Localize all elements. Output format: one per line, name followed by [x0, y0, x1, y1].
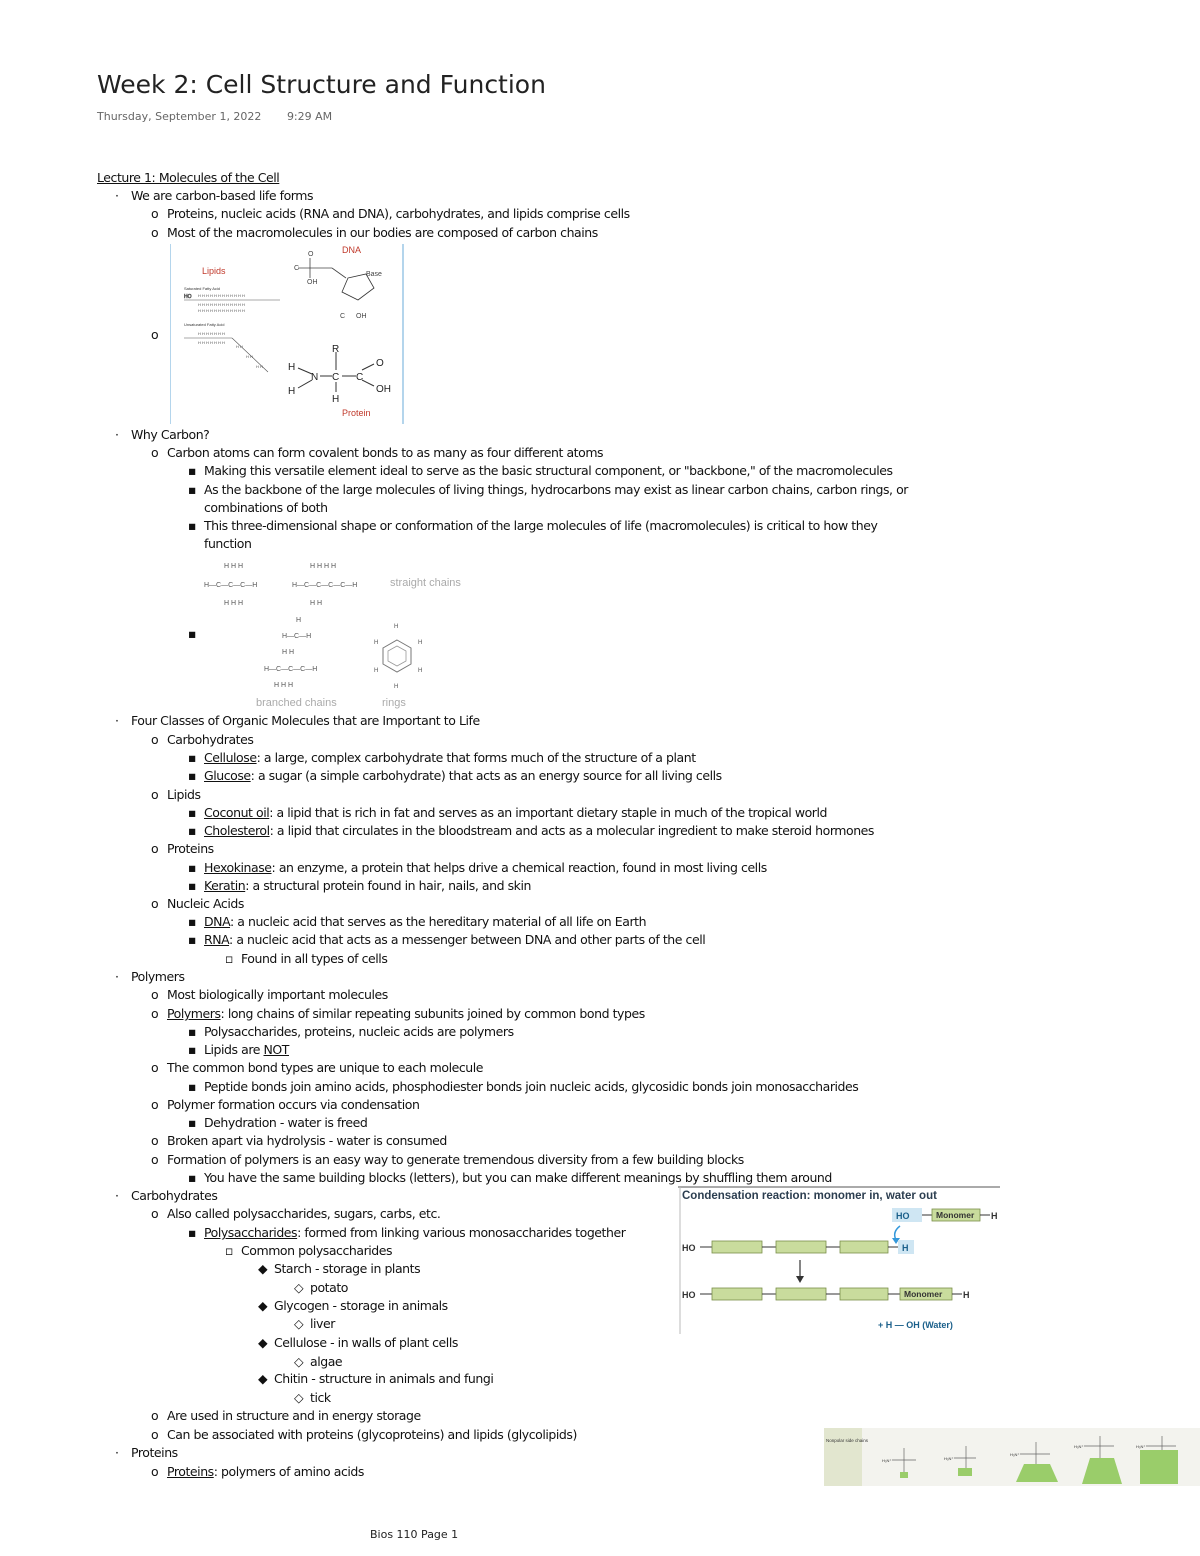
- note-line: ▪ As the backbone of the large molecules of living things, hydrocarbons may exist as linear carbon chains, carbon rings, or: [188, 482, 908, 497]
- note-line: o Proteins: [151, 841, 214, 856]
- note-line: ▪ DNA: a nucleic acid that serves as the hereditary material of all life on Earth: [188, 914, 647, 929]
- ho-label: HO: [682, 1243, 696, 1253]
- svg-text:H—C—H: H—C—H: [282, 633, 312, 640]
- note-line: o The common bond types are unique to each molecule: [151, 1060, 484, 1075]
- side-chains-label: Nonpolar side chains: [826, 1438, 869, 1443]
- note-line: o Proteins: polymers of amino acids: [151, 1464, 364, 1479]
- svg-text:H₃N⁺: H₃N⁺: [882, 1458, 892, 1463]
- svg-text:H H H: H H H: [274, 682, 294, 689]
- svg-text:HO: HO: [184, 294, 192, 300]
- note-line: o Also called polysaccharides, sugars, carbs, etc.: [151, 1206, 441, 1221]
- svg-text:H H H H H H H: H H H H H H H: [198, 340, 225, 345]
- note-line: ◇ potato: [294, 1280, 348, 1295]
- branched-chains-label: branched chains: [256, 697, 337, 709]
- svg-text:H H H: H H H: [224, 563, 244, 570]
- svg-text:H: H: [288, 362, 296, 373]
- svg-text:H H H: H H H: [224, 600, 244, 607]
- svg-text:H: H: [418, 640, 423, 646]
- dna-oh-label: OH: [356, 313, 367, 320]
- page-footer: Bios 110 Page 1: [370, 1528, 459, 1541]
- note-line: ◆ Chitin - structure in animals and fungi: [258, 1371, 494, 1386]
- macromolecule-figure: [170, 240, 406, 426]
- note-line: ▫ Found in all types of cells: [225, 951, 388, 966]
- svg-text:H: H: [374, 668, 379, 674]
- base-label: Base: [366, 271, 382, 278]
- note-line: o: [151, 327, 159, 342]
- note-line: ▪ Peptide bonds join amino acids, phosphodiester bonds join nucleic acids, glycosidic bonds join monosaccharides: [188, 1079, 859, 1094]
- note-line: ▪ Polysaccharides, proteins, nucleic acids are polymers: [188, 1024, 514, 1039]
- svg-text:H: H: [394, 684, 399, 690]
- svg-text:H: H: [418, 668, 423, 674]
- note-line: o Polymer formation occurs via condensation: [151, 1097, 420, 1112]
- note-line: ▪ This three-dimensional shape or conformation of the large molecules of life (macromolecules) is critical to how they: [188, 518, 878, 533]
- svg-text:H H: H H: [256, 364, 263, 369]
- unsat-fatty-acid-label: Unsaturated Fatty Acid: [184, 322, 225, 327]
- note-line: o Formation of polymers is an easy way to generate tremendous diversity from a few building blocks: [151, 1152, 744, 1167]
- note-line: ◇ algae: [294, 1354, 343, 1369]
- straight-chains-label: straight chains: [390, 577, 461, 589]
- carbon-chains-figure: [204, 556, 470, 712]
- svg-text:H: H: [296, 617, 302, 624]
- ho-label: HO: [682, 1290, 696, 1300]
- svg-text:C: C: [294, 265, 300, 272]
- note-line: ◆ Starch - storage in plants: [258, 1261, 421, 1276]
- note-line: o Polymers: long chains of similar repeating subunits joined by common bond types: [151, 1006, 645, 1021]
- note-line: o Can be associated with proteins (glycoproteins) and lipids (glycolipids): [151, 1427, 577, 1442]
- page-date: Thursday, September 1, 2022: [97, 110, 262, 123]
- note-line: ▪ Keratin: a structural protein found in hair, nails, and skin: [188, 878, 531, 893]
- ho-label: HO: [896, 1211, 910, 1221]
- svg-text:H H: H H: [310, 600, 323, 607]
- monomer-label: Monomer: [936, 1210, 975, 1220]
- water-label: + H — OH (Water): [878, 1320, 953, 1330]
- svg-text:C: C: [340, 313, 346, 320]
- note-line: o Carbon atoms can form covalent bonds to as many as four different atoms: [151, 445, 604, 460]
- svg-text:H H H H H H H H H H H H: H H H H H H H H H H H H: [198, 293, 245, 298]
- side-chains-figure: [824, 1428, 1200, 1486]
- note-line: ◇ liver: [294, 1316, 335, 1331]
- h-label: H: [991, 1211, 998, 1221]
- protein-oh-label: OH: [376, 384, 391, 395]
- svg-text:H: H: [394, 624, 399, 630]
- note-line: o Nucleic Acids: [151, 896, 244, 911]
- dna-label: DNA: [342, 245, 362, 255]
- note-line: ▪ Coconut oil: a lipid that is rich in fat and serves as an important dietary staple in much of the tropical world: [188, 805, 828, 820]
- svg-text:H: H: [374, 640, 379, 646]
- svg-text:H H H H: H H H H: [310, 563, 337, 570]
- note-line: · Carbohydrates: [115, 1188, 218, 1203]
- note-line: ▪ Cellulose: a large, complex carbohydrate that forms much of the structure of a plant: [188, 750, 696, 765]
- svg-text:H H H H H H H H H H H H: H H H H H H H H H H H H: [198, 308, 245, 313]
- svg-text:H H H H H H H: H H H H H H H: [198, 331, 225, 336]
- note-line: o Broken apart via hydrolysis - water is consumed: [151, 1133, 447, 1148]
- note-line: ▪ RNA: a nucleic acid that acts as a messenger between DNA and other parts of the cell: [188, 932, 706, 947]
- condensation-figure: [678, 1184, 1004, 1336]
- svg-text:H₃N⁺: H₃N⁺: [1136, 1444, 1146, 1449]
- svg-text:H₃N⁺: H₃N⁺: [944, 1456, 954, 1461]
- note-line: o Lipids: [151, 787, 201, 802]
- svg-text:OH: OH: [307, 279, 318, 286]
- note-line: o Most biologically important molecules: [151, 987, 388, 1002]
- note-line: · Why Carbon?: [115, 427, 210, 442]
- note-line: · Proteins: [115, 1445, 178, 1460]
- protein-r-label: R: [332, 344, 340, 355]
- svg-text:N: N: [311, 372, 319, 383]
- svg-text:H: H: [332, 394, 340, 405]
- note-line: ▪ Making this versatile element ideal to serve as the basic structural component, or "backbone," of the macromolecules: [188, 463, 893, 478]
- note-line: combinations of both: [204, 500, 328, 515]
- note-line: ◆ Glycogen - storage in animals: [258, 1298, 448, 1313]
- svg-text:H₃N⁺: H₃N⁺: [1010, 1452, 1020, 1457]
- note-line: o Carbohydrates: [151, 732, 254, 747]
- note-line: · Polymers: [115, 969, 185, 984]
- note-line: ◆ Cellulose - in walls of plant cells: [258, 1335, 458, 1350]
- note-line: ▪ Dehydration - water is freed: [188, 1115, 368, 1130]
- note-line: ▪ You have the same building blocks (letters), but you can make different meanings by shuffling them around: [188, 1170, 832, 1185]
- monomer-label: Monomer: [904, 1289, 943, 1299]
- note-line: ▪ Polysaccharides: formed from linking various monosaccharides together: [188, 1225, 626, 1240]
- note-line: · We are carbon-based life forms: [115, 188, 314, 203]
- svg-text:H—C—C—C—C—H: H—C—C—C—C—H: [292, 582, 358, 589]
- sat-fatty-acid-label: Saturated Fatty Acid: [184, 286, 221, 291]
- lecture-heading: Lecture 1: Molecules of the Cell: [97, 170, 280, 185]
- svg-text:H H: H H: [246, 354, 253, 359]
- svg-text:C: C: [332, 372, 340, 383]
- svg-text:H—C—C—C—H: H—C—C—C—H: [264, 666, 318, 673]
- note-line: ▪ Lipids are NOT: [188, 1042, 289, 1057]
- note-line: function: [204, 536, 252, 551]
- h-label: H: [963, 1290, 970, 1300]
- condensation-title: Condensation reaction: monomer in, water out: [682, 1190, 937, 1202]
- svg-text:C: C: [356, 372, 364, 383]
- note-line: o Proteins, nucleic acids (RNA and DNA), carbohydrates, and lipids comprise cells: [151, 206, 630, 221]
- rings-label: rings: [382, 697, 406, 709]
- note-line: ▪ Hexokinase: an enzyme, a protein that helps drive a chemical reaction, found in most living cells: [188, 860, 767, 875]
- h-label: H: [902, 1243, 909, 1253]
- note-line: ▪ Cholesterol: a lipid that circulates in the bloodstream and acts as a molecular ingredient to make steroid hormones: [188, 823, 874, 838]
- note-line: ◇ tick: [294, 1390, 331, 1405]
- svg-text:H: H: [288, 386, 296, 397]
- protein-label: Protein: [342, 408, 371, 418]
- svg-text:O: O: [308, 251, 314, 258]
- note-line: ▪: [188, 626, 197, 641]
- page-meta: [97, 110, 332, 123]
- note-line: ▪ Glucose: a sugar (a simple carbohydrate) that acts as an energy source for all living cells: [188, 768, 722, 783]
- svg-text:H H H H H H H H H H H H: H H H H H H H H H H H H: [198, 302, 245, 307]
- note-line: o Most of the macromolecules in our bodies are composed of carbon chains: [151, 225, 598, 240]
- note-line: o Are used in structure and in energy storage: [151, 1408, 421, 1423]
- note-line: · Four Classes of Organic Molecules that are Important to Life: [115, 713, 480, 728]
- svg-text:H H: H H: [282, 649, 295, 656]
- lipids-label: Lipids: [202, 266, 226, 276]
- note-line: ▫ Common polysaccharides: [225, 1243, 393, 1258]
- svg-text:H H: H H: [236, 344, 243, 349]
- page-title: Week 2: Cell Structure and Function: [97, 70, 546, 99]
- svg-text:H—C—C—C—H: H—C—C—C—H: [204, 582, 258, 589]
- svg-text:H₃N⁺: H₃N⁺: [1074, 1444, 1084, 1449]
- page-time: 9:29 AM: [286, 110, 333, 123]
- svg-text:O: O: [376, 358, 384, 369]
